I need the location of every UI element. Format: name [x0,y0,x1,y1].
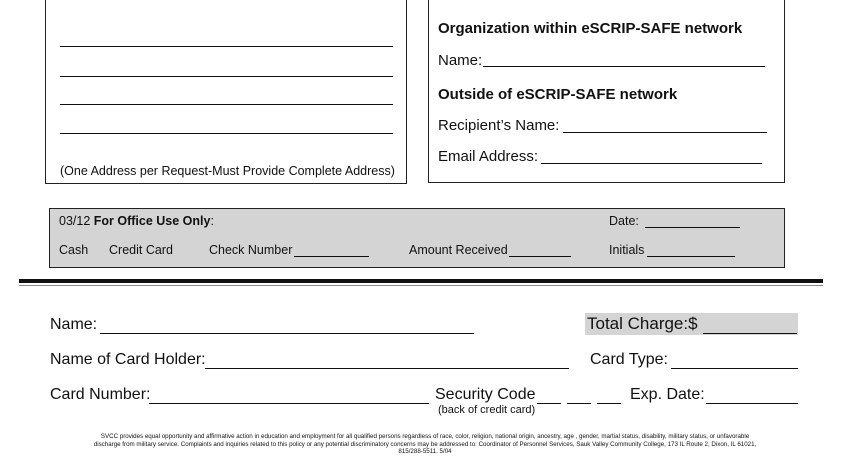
check-number-label: Check Number [209,243,293,257]
footer-line-2: discharge from military service. Complaints and inquiries related to this policy or any potential discriminatory concerns may be addressed to: Coordinator of Personnel Services, Sauk Valley Community College, 173 IL Route 2, Dixon, IL 61021, [93,440,757,448]
recipient-name-field[interactable] [563,132,767,133]
office-use-heading: For Office Use Only [93,214,211,228]
security-code-field-2[interactable] [567,403,591,404]
org-heading: Organization within eSCRIP-SAFE network [438,20,743,37]
payment-name-label: Name: [50,316,98,333]
footer-line-3: 815/288-5511. 5/04 [398,448,452,455]
card-holder-label: Name of Card Holder: [50,351,206,368]
footer-line-1: SVCC provides equal opportunity and affirmative action in education and employment for all qualified persons regardless of race, color, religion, national origin, ancestry, age , gender, martial status, disability, military status, or unfavorable [100,433,750,440]
security-code-label: Security Code [435,386,536,403]
address-line-1[interactable] [60,46,393,47]
check-number-field[interactable] [294,256,369,257]
initials-field[interactable] [647,256,735,257]
outside-heading: Outside of eSCRIP-SAFE network [438,86,678,103]
office-date-label: Date: [609,214,639,228]
initials-label: Initials [609,243,645,257]
email-field[interactable] [541,163,762,164]
card-holder-field[interactable] [205,368,569,369]
name-label: Name: [438,52,483,69]
address-line-4[interactable] [60,133,393,134]
section-divider-thin [19,285,823,286]
cash-label: Cash [59,243,89,257]
security-code-field-1[interactable] [537,403,561,404]
total-charge-field[interactable] [703,333,797,334]
address-box [45,0,407,184]
card-number-label: Card Number: [50,386,151,403]
amount-received-field[interactable] [509,256,571,257]
email-label: Email Address: [438,148,539,165]
address-note: (One Address per Request-Must Provide Complete Address) [60,164,395,178]
security-code-note: (back of credit card) [438,404,536,416]
payment-name-field[interactable] [100,333,474,334]
card-type-field[interactable] [671,368,798,369]
exp-date-label: Exp. Date: [630,386,705,403]
address-line-3[interactable] [60,104,393,105]
office-use-heading-row [59,214,214,228]
recipient-name-label: Recipient’s Name: [438,117,560,134]
footer-notice [20,433,830,456]
office-date-field[interactable] [645,227,740,228]
section-divider [19,279,823,283]
date-code: 03/12 [59,214,91,228]
exp-date-field[interactable] [706,403,798,404]
office-use-colon: : [210,214,214,228]
card-type-label: Card Type: [590,351,668,368]
credit-card-label: Credit Card [109,243,173,257]
org-name-field[interactable] [483,66,765,67]
security-code-field-3[interactable] [597,403,621,404]
address-line-2[interactable] [60,76,393,77]
amount-received-label: Amount Received [409,243,508,257]
card-number-field[interactable] [149,403,429,404]
total-charge-label: Total Charge:$ [587,314,698,333]
